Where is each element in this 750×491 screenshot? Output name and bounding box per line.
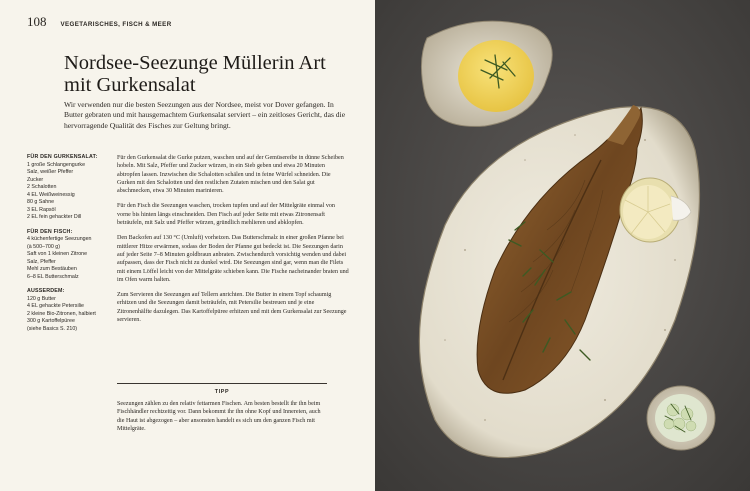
ingredient-heading: AUSSERDEM: [27,288,65,294]
ingredient-list [27,154,107,340]
recipe-title-line: mit Gurkensalat [64,74,196,96]
ingredient-item: (à 500–700 g) [27,243,60,250]
ingredient-group [27,288,107,333]
recipe-intro: Wir verwenden nur die besten Seezungen aus der Nordsee, meist vor Dover gefangen. In Butter gebraten und mit hausgemachtem Gurkensalat serviert – ein zeitloses Gericht, das die hervorragende Qualität des Fisches zur Geltung bringt. [64,100,346,130]
tip-box [117,383,327,433]
ingredient-item: 3 EL Rapsöl [27,206,56,213]
dish-photo [375,0,750,491]
cucumber-salad-bowl [647,386,715,450]
ingredient-item: 4 EL gehackte Petersilie [27,303,84,309]
recipe-title [64,52,364,96]
section-title: VEGETARISCHES, FISCH & MEER [60,21,172,28]
mashed-potato [458,40,534,112]
ingredient-item: Saft von 1 kleinen Zitrone [27,251,88,257]
preparation-step: Für den Gurkensalat die Gurke putzen, waschen und auf der Gemüsereibe in dünne Scheiben hobeln. Mit Salz, Pfeffer und Zucker würzen, in ein Sieb geben und etwa 20 Minuten abtropfen lassen. Inzwischen die Schalotten schälen und in feine Würfel schneiden. Die Gurken mit den Schalotten und den restlichen Zutaten mischen und den Salat gut abschmecken, etwa 30 Minuten marinieren. [117,155,344,195]
ingredient-item: 1 große Schlangengurke [27,161,86,168]
ingredient-item: Salz, weißer Pfeffer [27,169,74,175]
recipe-title-line: Nordsee-Seezunge Müllerin Art [64,52,326,74]
ingredient-item: Zucker [27,176,44,183]
preparation-step: Für den Fisch die Seezungen waschen, trocken tupfen und auf der Mittelgräte einmal von vorne bis hinten längs einschneiden. Den Fisch auf jeder Seite mit etwas Zitronensaft beträufeln, mit Salz und Pfeffer würzen, gründlich mehlieren und abklopfen. [117,203,335,227]
ingredient-heading: FÜR DEN FISCH: [27,228,73,235]
ingredient-item: Salz, Pfeffer [27,258,56,265]
page-number: 108 [27,14,47,29]
ingredient-item: (siehe Basics S. 210) [27,325,78,332]
tip-divider [117,383,327,384]
ingredient-group [27,229,107,282]
ingredient-item: 4 küchenfertige Seezungen [27,236,92,242]
ingredient-item: 300 g Kartoffelpüree [27,318,75,324]
ingredient-item: 2 kleine Bio-Zitronen, halbiert [27,310,96,317]
ingredient-item: 6–8 EL Butterschmalz [27,273,79,280]
ingredient-heading: FÜR DEN GURKENSALAT: [27,154,98,160]
preparation-step: Den Backofen auf 130 °C (Umluft) vorheizen. Das Butterschmalz in einer großen Pfanne bei mittlerer Hitze erwärmen, sodass der Boden der Pfanne gut bedeckt ist. Die Seezungen darin auf jeder Seite 7–8 Minuten goldbraun anbraten. Zwischendurch vorsichtig wenden und dabei aufpassen, dass der Fisch nicht zu dunkel wird. Die Seezungen sind gar, wenn man die Filets mit einem Löffel leicht von der Mittelgräte schieben kann. Die Fische nacheinander braten und im Ofen warm halten. [117,235,349,283]
ingredient-item: 120 g Butter [27,295,56,302]
ingredient-group [27,154,107,222]
preparation-step: Zum Servieren die Seezungen auf Tellern anrichten. Die Butter in einem Topf schaumig erhitzen und die Seezungen damit beträufeln, mit Petersilie bestreuen und je eine Zitronenhälfte dazulegen. Das Kartoffelpüree erhitzen und mit dem Gurkensalat zur Seezunge servieren. [117,292,347,324]
dish-illustration [375,0,750,491]
ingredient-item: 4 EL Weißweinessig [27,191,75,198]
tip-text: Seezungen zählen zu den relativ fettarmen Fischen. Am besten bestellt ihr ihn beim Fischhändler rechtzeitig vor. Dann bekommt ihr ihn ohne Kopf und Innereien, auch die Haut ist abgezogen – aber ansonsten handelt es sich um den ganzen Fisch mit Mittelgräte. [117,401,321,432]
ingredient-item: Mehl zum Bestäuben [27,266,77,272]
ingredient-item: 2 EL fein gehackter Dill [27,214,82,220]
ingredient-item: 80 g Sahne [27,199,55,205]
ingredient-item: 2 Schalotten [27,184,57,190]
page-header [27,14,172,30]
tip-heading: TIPP [214,389,230,395]
preparation-steps [117,154,349,331]
